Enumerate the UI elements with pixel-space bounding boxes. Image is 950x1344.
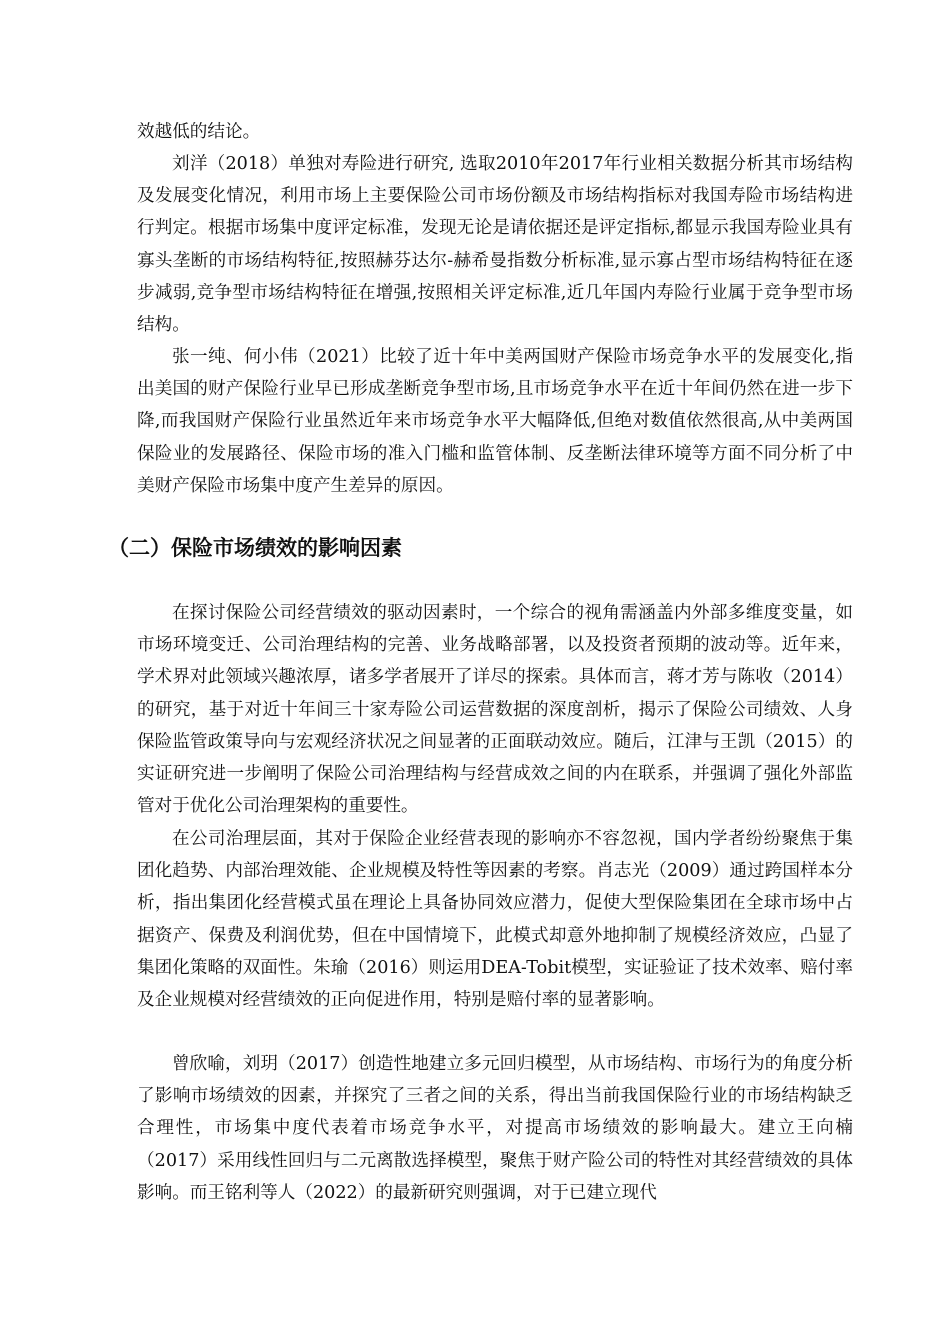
paragraph-zhang-yichun: 张一纯、何小伟（2021）比较了近十年中美两国财产保险市场竞争水平的发展变化,指出美国的财产保险行业早已形成垄断竞争型市场,且市场竞争水平在近十年间仍然在进一步下降,而我国财产保险行业虽然近年来市场竞争水平大幅降低,但绝对数值依然很高,从中美两国保险业的发展路径、保险市场的准入门槛和监管体制、反垄断法律环境等方面不同分析了中美财产保险市场集中度产生差异的原因。 — [137, 347, 853, 496]
section-heading: （二）保险市场绩效的影响因素 — [108, 536, 402, 560]
paragraph-governance: 在公司治理层面，其对于保险企业经营表现的影响亦不容忽视，国内学者纷纷聚焦于集团化趋势、内部治理效能、企业规模及特性等因素的考察。肖志光（2009）通过跨国样本分析，指出集团化经营模式虽在理论上具备协同效应潜力，促使大型保险集团在全球市场中占据资产、保费及利润优势，但在中国情境下，此模式却意外地抑制了规模经济效应，凸显了集团化策略的双面性。朱瑜（2016）则运用DEA-Tobit模型，实证验证了技术效率、赔付率及企业规模对经营绩效的正向促进作用，特别是赔付率的显著影响。 — [137, 829, 853, 1011]
paragraph-continuation: 效越低的结论。 — [137, 122, 261, 142]
paragraph-liu-yang: 刘洋（2018）单独对寿险进行研究, 选取2010年2017年行业相关数据分析其市场结构及发展变化情况，利用市场上主要保险公司市场份额及市场结构指标对我国寿险市场结构进行判定。根据市场集中度评定标准，发现无论是请依据还是评定指标,都显示我国寿险业具有寡头垄断的市场结构特征,按照赫芬达尔-赫希曼指数分析标准,显示寡占型市场结构特征在逐步减弱,竞争型市场结构特征在增强,按照相关评定标准,近几年国内寿险行业属于竞争型市场结构。 — [137, 154, 853, 336]
paragraph-drivers: 在探讨保险公司经营绩效的驱动因素时，一个综合的视角需涵盖内外部多维度变量，如市场环境变迁、公司治理结构的完善、业务战略部署，以及投资者预期的波动等。近年来，学术界对此领域兴趣浓厚，诸多学者展开了详尽的探索。具体而言，蒋才芳与陈收（2014）的研究，基于对近十年间三十家寿险公司运营数据的深度剖析，揭示了保险公司绩效、人身保险监管政策导向与宏观经济状况之间显著的正面联动效应。随后，江津与王凯（2015）的实证研究进一步阐明了保险公司治理结构与经营成效之间的内在联系，并强调了强化外部监管对于优化公司治理架构的重要性。 — [137, 603, 853, 817]
paragraph-zeng-xinyu: 曾欣喻，刘玥（2017）创造性地建立多元回归模型，从市场结构、市场行为的角度分析了影响市场绩效的因素，并探究了三者之间的关系，得出当前我国保险行业的市场结构缺乏合理性，市场集中度代表着市场竞争水平，对提高市场绩效的影响最大。建立王向楠（2017）采用线性回归与二元离散选择模型，聚焦于财产险公司的特性对其经营绩效的具体影响。而王铭利等人（2022）的最新研究则强调，对于已建立现代 — [137, 1054, 853, 1203]
